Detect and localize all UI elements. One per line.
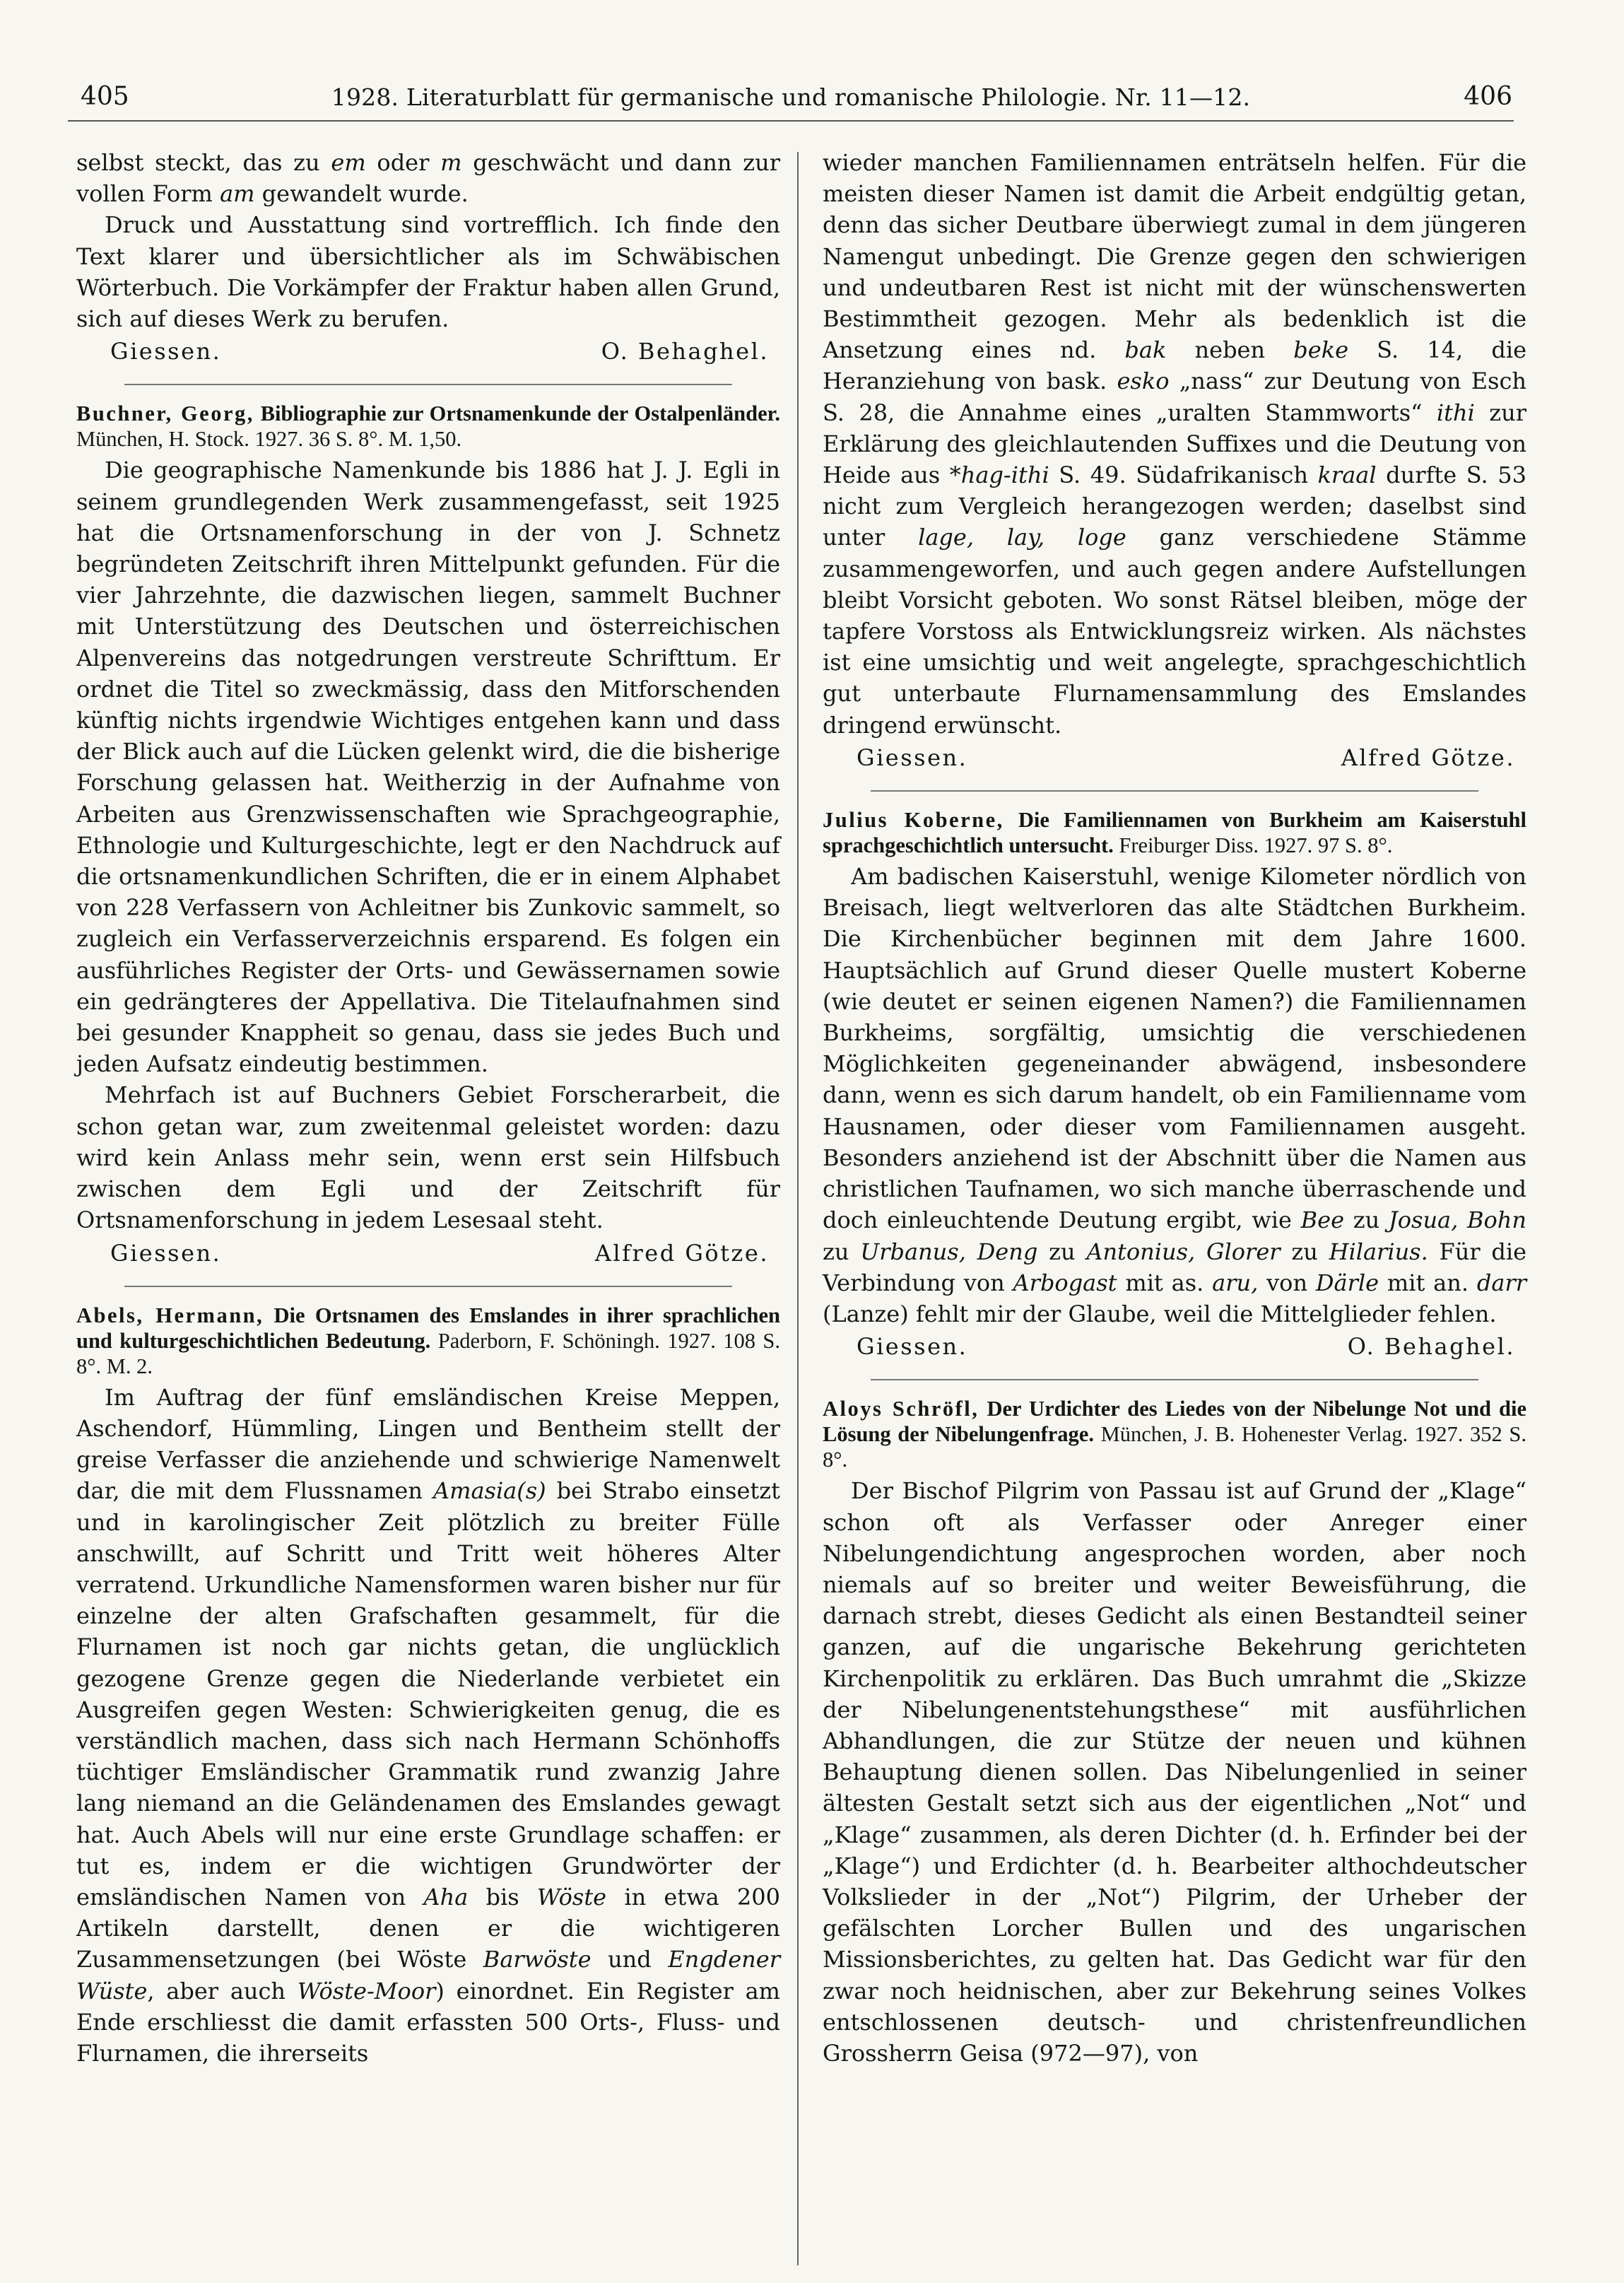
review-heading <box>76 1303 780 1379</box>
review-author: Abels, Hermann, <box>76 1303 264 1327</box>
review-author: Buchner, Georg, <box>76 401 254 426</box>
review-heading <box>76 401 780 452</box>
signature-place: Giessen. <box>110 338 222 365</box>
review-author: Aloys Schröfl, <box>823 1397 979 1421</box>
review-publication: Freiburger Diss. 1927. 97 S. 8°. <box>1113 833 1393 858</box>
paragraph: Mehrfach ist auf Buchners Gebiet Forscherarbeit, die schon getan war, zum zweitenmal geleistet worden: dazu wird kein Anlass mehr sein, wenn erst sein Hilfsbuch zwischen dem Egli und der Zeitschrift für Ortsnamenforschung in jedem Lesesaal steht. <box>76 1081 780 1234</box>
signature-place: Giessen. <box>857 744 968 771</box>
signature <box>823 1331 1526 1362</box>
review-title: Die Familiennamen von Burkheim am Kaiserstuhl sprachgeschichtlich untersucht. <box>823 808 1526 858</box>
signature <box>76 1238 780 1269</box>
signature-place: Giessen. <box>857 1333 968 1361</box>
right-column <box>823 147 1526 2069</box>
review-publication: Paderborn, F. Schöningh. 1927. 108 S. 8°. M. 2. <box>76 1328 780 1378</box>
review-separator <box>871 1379 1478 1380</box>
review-title: Bibliographie zur Ortsnamenkunde der Ostalpenländer. <box>260 401 780 426</box>
paragraph: Der Bischof Pilgrim von Passau ist auf Grund der „Klage“ schon oft als Verfasser oder Anreger einer Nibelungendichtung angesprochen worden, aber noch niemals auf so breiter und weiter Beweisführung, die darnach strebt, dieses Gedicht als einen Bestandteil seiner ganzen, auf die ungarische Bekehrung gerichteten Kirchenpolitik zu erklären. Das Buch umrahmt die „Skizze der Nibelungenentstehungsthese“ mit ausführlichen Abhandlungen, die zur Stütze der neuen und kühnen Behauptung dienen sollen. Das Nibelungenlied in seiner ältesten Gestalt setzt sich aus der eigentlichen „Not“ und „Klage“ zusammen, als deren Dichter (d. h. Erfinder bei der „Klage“) und Erdichter (d. h. Bearbeiter althochdeutscher Volkslieder in der „Not“) Pilgrim, der Urheber der gefälschten Lorcher Bullen und des ungarischen Missionsberichtes, zu gelten hat. Das Gedicht war für den zwar noch heidnischen, aber zur Bekehrung seines Volkes entschlossenen deutsch- und christenfreundlichen Grossherrn Geisa (972—97), von <box>823 1477 1526 2067</box>
page-number-left: 405 <box>81 82 129 111</box>
header-rule <box>68 120 1514 122</box>
paragraph: Im Auftrag der fünf emsländischen Kreise Meppen, Aschendorf, Hümmling, Lingen und Bentheim stellt der greise Verfasser die anziehende und schwierige Namenwelt dar, die mit dem Flussnamen Amasia(s) bei Strabo einsetzt und in karolingischer Zeit plötzlich zu breiter Fülle anschwillt, auf Schritt und Tritt weit höheres Alter verratend. Urkundliche Namensformen waren bisher nur für einzelne der alten Grafschaften gesammelt, für die Flurnamen ist noch gar nichts getan, die unglücklich gezogene Grenze gegen die Niederlande verbietet ein Ausgreifen gegen Westen: Schwierigkeiten genug, die es verständlich machen, dass sich nach Hermann Schönhoffs tüchtiger Emsländischer Grammatik rund zwanzig Jahre lang niemand an die Geländenamen des Emslandes gewagt hat. Auch Abels will nur eine erste Grundlage schaffen: er tut es, indem er die wichtigen Grundwörter der emsländischen Namen von Aha bis Wöste in etwa 200 Artikeln darstellt, denen er die wichtigeren Zusammensetzungen (bei Wöste Barwöste und Engdener Wüste, aber auch Wöste-Moor) einordnet. Ein Register am Ende erschliesst die damit erfassten 500 Orts-, Fluss- und Flurnamen, die ihrerseits <box>76 1383 781 2067</box>
review-title: Der Urdichter des Liedes von der Nibelunge Not und die Lösung der Nibelungenfrage. <box>823 1397 1527 1447</box>
left-column <box>76 147 780 2069</box>
review-separator <box>124 384 732 385</box>
signature-name: O. Behaghel. <box>1347 1333 1515 1361</box>
page-header <box>68 82 1514 122</box>
paragraph: Am badischen Kaiserstuhl, wenige Kilometer nördlich von Breisach, liegt weltverloren das alte Städtchen Burkheim. Die Kirchenbücher beginnen mit dem Jahre 1600. Hauptsächlich auf Grund dieser Quelle mustert Koberne (wie deutet er seinen eigenen Namen?) die Familiennamen Burkheims, sorgfältig, umsichtig die verschiedenen Möglichkeiten gegeneinander abwägend, insbesondere dann, wenn es sich darum handelt, ob ein Familienname vom Hausnamen, oder dieser vom Familiennamen ausgeht. Besonders anziehend ist der Abschnitt über die Namen aus christlichen Taufnamen, wo sich manche überraschende und doch einleuchtende Deutung ergibt, wie Bee zu Josua, Bohn zu Urbanus, Deng zu Antonius, Glorer zu Hilarius. Für die Verbindung von Arbogast mit as. aru, von Därle mit an. darr (Lanze) fehlt mir der Glaube, weil die Mittelglieder fehlen. <box>823 863 1527 1327</box>
review-separator <box>124 1286 732 1287</box>
column-divider <box>797 152 799 2265</box>
paragraph: Die geographische Namenkunde bis 1886 hat J. J. Egli in seinem grundlegenden Werk zusammengefasst, seit 1925 hat die Ortsnamenforschung in der von J. Schnetz begründeten Zeitschrift ihren Mittelpunkt gefunden. Für die vier Jahrzehnte, die dazwischen liegen, sammelt Buchner mit Unterstützung des Deutschen und österreichischen Alpenvereins das notgedrungen verstreute Schrifttum. Er ordnet die Titel so zweckmässig, dass den Mitforschenden künftig nichts irgendwie Wichtiges entgehen kann und dass der Blick auch auf die Lücken gelenkt wird, die die bisherige Forschung gelassen hat. Weitherzig in der Aufnahme von Arbeiten aus Grenzwissenschaften wie Sprachgeographie, Ethnologie und Kulturgeschichte, legt er den Nachdruck auf die ortsnamenkundlichen Schriften, die er in einem Alphabet von 228 Verfassern von Achleitner bis Zunkovic sammelt, so zugleich ein Verfasserverzeichnis ersparend. Es folgen ein ausführliches Register der Orts- und Gewässernamen sowie ein gedrängteres der Appellativa. Die Titelaufnahmen sind bei gesunder Knappheit so genau, dass sie jedes Buch und jeden Aufsatz eindeutig bestimmen. <box>76 457 780 1078</box>
review-separator <box>871 790 1478 792</box>
review-heading <box>823 807 1526 858</box>
continued-paragraph: selbst steckt, das zu em oder m geschwächt und dann zur vollen Form am gewandelt wurde. <box>76 149 781 208</box>
signature-name: Alfred Götze. <box>1341 744 1515 771</box>
continued-paragraph: wieder manchen Familiennamen enträtseln helfen. Für die meisten dieser Namen ist damit die Arbeit endgültig getan, denn das sicher Deutbare überwiegt zumal in dem jüngeren Namengut unbedingt. Die Grenze gegen den schwierigen und undeutbaren Rest ist nicht mit der wünschenswerten Bestimmtheit gezogen. Mehr als bedenklich ist die Ansetzung eines nd. bak neben beke S. 14, die Heranziehung von bask. esko „nass“ zur Deutung von Esch S. 28, die Annahme eines „uralten Stammworts“ ithi zur Erklärung des gleichlautenden Suffixes und die Deutung von Heide aus *hag-ithi S. 49. Südafrikanisch kraal durfte S. 53 nicht zum Vergleich herangezogen werden; daselbst sind unter lage, lay, loge ganz verschiedene Stämme zusammengeworfen, und auch gegen andere Aufstellungen bleibt Vorsicht geboten. Wo sonst Rätsel bleiben, möge der tapfere Vorstoss als Entwicklungsreiz wirken. Als nächstes ist eine umsichtig und weit angelegte, sprachgeschichtlich gut unterbaute Flurnamensammlung des Emslandes dringend erwünscht. <box>823 149 1527 739</box>
page-number-right: 406 <box>1464 82 1512 111</box>
signature <box>823 742 1526 773</box>
review-title: Die Ortsnamen des Emslandes in ihrer sprachlichen und kulturgeschichtlichen Bedeutung. <box>76 1303 781 1353</box>
review-publication: München, J. B. Hohenester Verlag. 1927. 352 S. 8°. <box>823 1422 1526 1472</box>
review-author: Julius Koberne, <box>823 808 1004 833</box>
paragraph: Druck und Ausstattung sind vortrefflich. Ich finde den Text klarer und übersichtlicher als im Schwäbischen Wörterbuch. Die Vorkämpfer der Fraktur haben allen Grund, sich auf dieses Werk zu berufen. <box>76 211 780 333</box>
review-publication: München, H. Stock. 1927. 36 S. 8°. M. 1,50. <box>76 427 462 452</box>
journal-title: 1928. Literaturblatt für germanische und romanische Philologie. Nr. 11—12. <box>331 83 1251 111</box>
signature <box>76 336 780 367</box>
signature-place: Giessen. <box>110 1239 222 1267</box>
signature-name: Alfred Götze. <box>594 1239 769 1267</box>
review-heading <box>823 1396 1526 1472</box>
signature-name: O. Behaghel. <box>601 338 769 365</box>
